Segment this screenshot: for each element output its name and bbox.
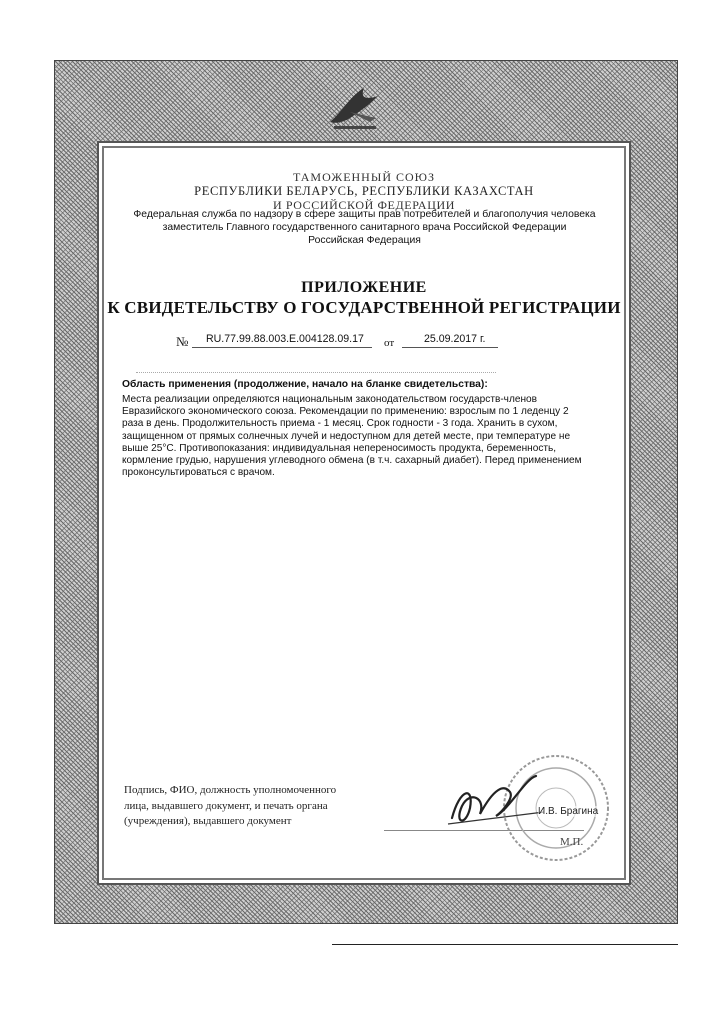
republics-heading: РЕСПУБЛИКИ БЕЛАРУСЬ, РЕСПУБЛИКИ КАЗАХСТАН <box>194 184 534 198</box>
caption-line: лица, выдавшего документ, и печать органа <box>124 799 328 812</box>
number-underline <box>192 347 372 348</box>
date-label: от <box>384 337 395 349</box>
customs-union-heading: ТАМОЖЕННЫЙ СОЮЗ <box>293 170 435 184</box>
separator-line <box>136 372 496 373</box>
scope-heading: Область применения (продолжение, начало на бланке свидетельства): <box>122 379 488 390</box>
document-title: ПРИЛОЖЕНИЕ <box>301 279 427 296</box>
handwritten-signature <box>440 768 560 838</box>
issuing-agency <box>112 208 617 247</box>
date-underline <box>402 347 498 348</box>
scope-line: Евразийского экономического союза. Рекомендации по применению: взрослым по 1 леденцу 2 <box>122 406 569 418</box>
bottom-rule <box>332 944 678 945</box>
scope-line: Места реализации определяются национальным законодательством государств-членов <box>122 394 537 405</box>
signature-caption <box>124 783 392 830</box>
russia-heading: И РОССИЙСКОЙ ФЕДЕРАЦИИ <box>272 198 455 212</box>
scope-line: защищенном от прямых солнечных лучей и недоступном для детей месте, при температуре не <box>122 430 571 442</box>
agency-line: заместитель Главного государственного санитарного врача Российской Федерации <box>162 222 567 233</box>
caption-line: (учреждения), выдавшего документ <box>124 815 292 827</box>
agency-line: Федеральная служба по надзору в сфере защиты прав потребителей и благополучия человека <box>133 209 596 220</box>
number-label: № <box>176 334 189 349</box>
scope-line: выше 25°С. Противопоказания: индивидуальная непереносимость продукта, беременность, <box>122 442 557 454</box>
stamp-mark: М.П. <box>560 836 584 848</box>
caption-line: Подпись, ФИО, должность уполномоченного <box>124 784 337 796</box>
document-subtitle: К СВИДЕТЕЛЬСТВУ О ГОСУДАРСТВЕННОЙ РЕГИСТРАЦИИ <box>107 298 621 317</box>
registration-date: 25.09.2017 г. <box>424 333 486 345</box>
bird-emblem-icon <box>320 82 390 132</box>
scope-line: кормление грудью, нарушения углеводного обмена (в т.ч. сахарный диабет). Перед применением <box>122 455 582 467</box>
registration-number: RU.77.99.88.003.E.004128.09.17 <box>206 333 364 345</box>
agency-line: Российская Федерация <box>308 235 421 246</box>
scope-text <box>122 394 610 479</box>
scope-line: проконсультироваться с врачом. <box>122 467 275 479</box>
signer-name: И.В. Брагина <box>538 806 599 817</box>
scope-line: раза в день. Продолжительность приема - 1 месяц. Срок годности - 3 года. Хранить в сухом, <box>122 418 558 430</box>
